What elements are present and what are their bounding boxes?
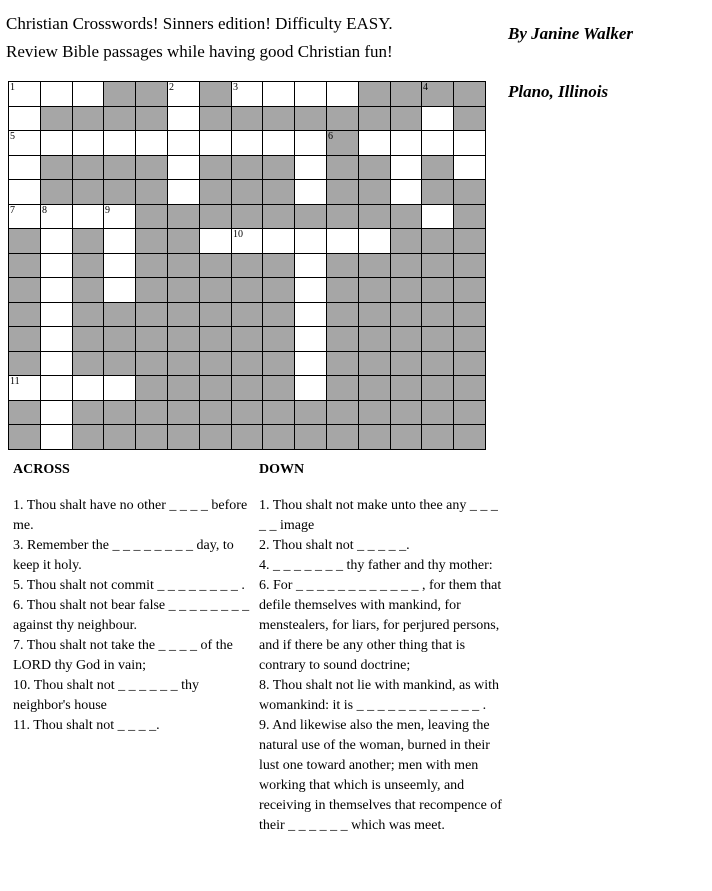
grid-cell[interactable] [72,375,104,401]
grid-cell[interactable] [103,277,136,303]
grid-cell[interactable] [8,130,41,156]
grid-cell-blocked [231,277,263,303]
grid-cell-blocked [326,130,359,156]
grid-cell[interactable] [262,81,295,107]
grid-cell-blocked [390,400,422,425]
grid-cell-blocked [72,179,104,205]
grid-cell-blocked [453,179,486,205]
grid-cell-blocked [421,375,454,401]
grid-cell-blocked [453,277,486,303]
grid-cell-blocked [231,302,263,327]
grid-cell-blocked [231,326,263,352]
grid-cell[interactable] [294,81,327,107]
across-clue: 3. Remember the _ _ _ _ _ _ _ _ day, to keep it holy. [13,538,234,573]
grid-cell-blocked [326,375,359,401]
grid-cell[interactable] [294,375,327,401]
grid-cell-blocked [421,351,454,376]
grid-cell[interactable] [72,130,104,156]
grid-cell-blocked [453,375,486,401]
grid-cell-blocked [199,277,232,303]
grid-cell-blocked [453,106,486,131]
grid-cell[interactable] [8,179,41,205]
grid-cell-blocked [72,253,104,278]
grid-cell-blocked [167,302,200,327]
grid-cell-blocked [262,400,295,425]
grid-cell-blocked [167,277,200,303]
grid-cell-blocked [167,375,200,401]
grid-cell[interactable] [294,351,327,376]
grid-cell-blocked [358,424,391,450]
grid-cell-blocked [135,204,168,229]
grid-cell[interactable] [167,130,200,156]
grid-cell-blocked [358,155,391,180]
grid-cell-blocked [103,81,136,107]
grid-cell-blocked [358,81,391,107]
clue-number: 1 [10,82,15,93]
grid-cell-blocked [390,253,422,278]
grid-cell-blocked [72,326,104,352]
across-clue: 1. Thou shalt have no other _ _ _ _ before me. [13,498,248,533]
grid-cell-blocked [167,351,200,376]
grid-cell-blocked [199,351,232,376]
grid-cell-blocked [453,81,486,107]
grid-cell[interactable] [262,228,295,254]
grid-cell-blocked [199,204,232,229]
grid-cell[interactable] [40,375,73,401]
grid-cell[interactable] [199,228,232,254]
grid-cell-blocked [262,253,295,278]
grid-cell-blocked [294,424,327,450]
grid-cell-blocked [294,204,327,229]
across-heading: ACROSS [13,462,70,477]
grid-cell-blocked [199,155,232,180]
grid-cell[interactable] [103,253,136,278]
author-byline: By Janine Walker [508,24,633,43]
grid-cell[interactable] [390,179,422,205]
grid-cell-blocked [8,228,41,254]
grid-cell-blocked [231,375,263,401]
grid-cell-blocked [135,228,168,254]
grid-cell[interactable] [326,228,359,254]
grid-cell[interactable] [8,155,41,180]
grid-cell-blocked [167,424,200,450]
grid-cell-blocked [103,155,136,180]
grid-cell-blocked [390,204,422,229]
grid-cell[interactable] [231,228,263,254]
grid-cell[interactable] [167,81,200,107]
down-clue: 4. _ _ _ _ _ _ _ thy father and thy mother: [259,558,493,573]
grid-cell-blocked [421,179,454,205]
grid-cell-blocked [421,302,454,327]
grid-cell-blocked [103,302,136,327]
grid-cell[interactable] [8,106,41,131]
grid-cell-blocked [262,106,295,131]
grid-cell[interactable] [167,179,200,205]
grid-cell-blocked [453,326,486,352]
grid-cell-blocked [72,400,104,425]
grid-cell-blocked [135,106,168,131]
grid-cell[interactable] [167,106,200,131]
grid-cell-blocked [135,155,168,180]
clue-number: 2 [169,82,174,93]
grid-cell-blocked [40,179,73,205]
grid-cell[interactable] [294,228,327,254]
grid-cell-blocked [167,253,200,278]
grid-cell[interactable] [40,228,73,254]
grid-cell[interactable] [390,155,422,180]
grid-cell[interactable] [294,155,327,180]
grid-cell[interactable] [231,130,263,156]
across-clue: 7. Thou shalt not take the _ _ _ _ of the LORD thy God in vain; [13,638,233,673]
grid-cell[interactable] [103,375,136,401]
grid-cell-blocked [453,400,486,425]
grid-cell[interactable] [294,130,327,156]
clue-number: 9 [105,205,110,216]
clue-number: 11 [10,376,20,387]
grid-cell-blocked [8,277,41,303]
grid-cell-blocked [262,179,295,205]
grid-cell[interactable] [358,228,391,254]
grid-cell[interactable] [40,424,73,450]
grid-cell-blocked [326,106,359,131]
grid-cell-blocked [326,302,359,327]
grid-cell-blocked [262,155,295,180]
grid-cell-blocked [326,277,359,303]
grid-cell[interactable] [103,204,136,229]
grid-cell-blocked [199,400,232,425]
grid-cell-blocked [358,253,391,278]
grid-cell-blocked [421,400,454,425]
across-clue: 5. Thou shalt not commit _ _ _ _ _ _ _ _ . [13,578,245,593]
grid-cell-blocked [421,228,454,254]
grid-cell-blocked [8,326,41,352]
grid-cell-blocked [72,106,104,131]
grid-cell-blocked [421,155,454,180]
grid-cell[interactable] [40,351,73,376]
grid-cell-blocked [453,351,486,376]
grid-cell-blocked [40,106,73,131]
grid-cell-blocked [135,424,168,450]
clue-number: 4 [423,82,428,93]
grid-cell-blocked [421,81,454,107]
grid-cell-blocked [135,253,168,278]
down-clue: 1. Thou shalt not make unto thee any _ _ _ _ _ image [259,498,498,533]
grid-cell-blocked [135,375,168,401]
grid-cell[interactable] [294,326,327,352]
grid-cell[interactable] [294,302,327,327]
grid-cell-blocked [453,424,486,450]
grid-cell-blocked [358,302,391,327]
grid-cell-blocked [72,228,104,254]
grid-cell-blocked [103,179,136,205]
grid-cell-blocked [231,106,263,131]
grid-cell-blocked [421,424,454,450]
grid-cell-blocked [72,302,104,327]
down-heading: DOWN [259,462,305,477]
across-clue: 11. Thou shalt not _ _ _ _. [13,718,160,733]
grid-cell[interactable] [421,204,454,229]
grid-cell-blocked [231,155,263,180]
grid-cell[interactable] [453,130,486,156]
grid-cell[interactable] [421,106,454,131]
grid-cell-blocked [358,326,391,352]
grid-cell-blocked [72,155,104,180]
grid-cell-blocked [167,228,200,254]
grid-cell-blocked [326,326,359,352]
grid-cell[interactable] [40,277,73,303]
grid-cell-blocked [231,351,263,376]
grid-cell-blocked [199,179,232,205]
grid-cell-blocked [199,302,232,327]
grid-cell-blocked [231,424,263,450]
grid-cell[interactable] [72,81,104,107]
grid-cell-blocked [326,351,359,376]
grid-cell-blocked [294,400,327,425]
grid-cell-blocked [135,326,168,352]
grid-cell[interactable] [40,302,73,327]
grid-cell-blocked [199,81,232,107]
grid-cell-blocked [103,424,136,450]
grid-cell[interactable] [40,253,73,278]
grid-cell-blocked [421,277,454,303]
grid-cell-blocked [453,228,486,254]
grid-cell-blocked [326,204,359,229]
grid-cell-blocked [262,351,295,376]
grid-cell-blocked [8,302,41,327]
puzzle-title: Christian Crosswords! Sinners edition! Difficulty EASY. [6,14,393,33]
grid-cell-blocked [294,106,327,131]
grid-cell-blocked [262,375,295,401]
down-clues [259,460,502,836]
clue-number: 3 [233,82,238,93]
grid-cell[interactable] [294,253,327,278]
grid-cell-blocked [8,424,41,450]
grid-cell[interactable] [294,277,327,303]
grid-cell[interactable] [72,204,104,229]
grid-cell-blocked [358,204,391,229]
grid-cell-blocked [262,424,295,450]
author-location: Plano, Illinois [508,82,609,101]
grid-cell-blocked [135,179,168,205]
grid-cell-blocked [390,326,422,352]
grid-cell-blocked [135,277,168,303]
grid-cell-blocked [390,375,422,401]
across-clue: 6. Thou shalt not bear false _ _ _ _ _ _ _ _ against thy neighbour. [13,598,250,633]
clue-number: 5 [10,131,15,142]
crossword-grid [8,81,485,449]
grid-cell[interactable] [103,228,136,254]
grid-cell-blocked [135,351,168,376]
grid-cell-blocked [390,277,422,303]
grid-cell-blocked [8,400,41,425]
grid-cell[interactable] [40,326,73,352]
clue-number: 10 [233,229,243,240]
grid-cell-blocked [135,302,168,327]
grid-cell[interactable] [453,155,486,180]
grid-cell-blocked [421,326,454,352]
grid-cell-blocked [72,351,104,376]
grid-cell-blocked [326,424,359,450]
grid-cell-blocked [390,81,422,107]
grid-cell-blocked [199,253,232,278]
grid-cell-blocked [453,253,486,278]
grid-cell-blocked [167,204,200,229]
grid-cell-blocked [135,400,168,425]
clue-number: 8 [42,205,47,216]
grid-cell[interactable] [40,204,73,229]
grid-cell-blocked [262,326,295,352]
grid-cell-blocked [326,400,359,425]
grid-cell-blocked [326,253,359,278]
grid-cell-blocked [453,204,486,229]
grid-cell[interactable] [40,130,73,156]
grid-cell[interactable] [8,81,41,107]
grid-cell-blocked [103,106,136,131]
grid-cell-blocked [199,326,232,352]
grid-cell[interactable] [390,130,422,156]
grid-cell-blocked [262,204,295,229]
grid-cell-blocked [72,424,104,450]
grid-cell-blocked [326,155,359,180]
grid-cell[interactable] [358,130,391,156]
grid-cell[interactable] [8,375,41,401]
grid-cell-blocked [358,277,391,303]
clue-number: 7 [10,205,15,216]
grid-cell-blocked [358,375,391,401]
grid-cell[interactable] [294,179,327,205]
down-clue: 9. And likewise also the men, leaving the natural use of the woman, burned in their lust one toward another; men with men working that which is unseemly, and receiving in themselves that recompence of their _ _ _ _ _ _ which was meet. [259,718,502,833]
grid-cell[interactable] [8,204,41,229]
grid-cell-blocked [103,326,136,352]
grid-cell[interactable] [40,400,73,425]
grid-cell[interactable] [421,130,454,156]
grid-cell-blocked [453,302,486,327]
grid-cell[interactable] [199,130,232,156]
grid-cell-blocked [8,351,41,376]
grid-cell-blocked [390,228,422,254]
grid-cell-blocked [358,400,391,425]
grid-cell[interactable] [103,130,136,156]
grid-cell-blocked [390,106,422,131]
down-clue: 2. Thou shalt not _ _ _ _ _. [259,538,410,553]
grid-cell-blocked [326,179,359,205]
grid-cell[interactable] [135,130,168,156]
down-clue: 6. For _ _ _ _ _ _ _ _ _ _ _ _ , for them that defile themselves with mankind, for menstealers, for liars, for perjured persons, and if there be any other thing that is contrary to sound doctrine; [259,578,502,673]
across-clues [13,460,251,736]
grid-cell-blocked [231,179,263,205]
grid-cell-blocked [199,375,232,401]
grid-cell-blocked [390,302,422,327]
grid-cell-blocked [421,253,454,278]
grid-cell[interactable] [262,130,295,156]
grid-cell[interactable] [167,155,200,180]
grid-cell[interactable] [40,81,73,107]
grid-cell-blocked [167,326,200,352]
grid-cell-blocked [358,179,391,205]
clue-number: 6 [328,131,333,142]
grid-cell-blocked [390,351,422,376]
grid-cell-blocked [103,351,136,376]
grid-cell-blocked [262,302,295,327]
grid-cell-blocked [358,106,391,131]
puzzle-subtitle: Review Bible passages while having good Christian fun! [6,42,393,61]
grid-cell-blocked [167,400,200,425]
grid-cell-blocked [231,253,263,278]
grid-cell-blocked [199,424,232,450]
grid-cell-blocked [8,253,41,278]
grid-cell-blocked [231,400,263,425]
grid-cell-blocked [199,106,232,131]
grid-cell-blocked [40,155,73,180]
grid-cell-blocked [231,204,263,229]
grid-cell-blocked [72,277,104,303]
grid-cell-blocked [390,424,422,450]
grid-cell[interactable] [326,81,359,107]
across-clue: 10. Thou shalt not _ _ _ _ _ _ thy neighbor's house [13,678,200,713]
grid-cell-blocked [135,81,168,107]
grid-cell-blocked [103,400,136,425]
grid-cell-blocked [358,351,391,376]
grid-cell-blocked [262,277,295,303]
down-clue: 8. Thou shalt not lie with mankind, as with womankind: it is _ _ _ _ _ _ _ _ _ _ _ _ . [259,678,500,713]
grid-cell[interactable] [231,81,263,107]
